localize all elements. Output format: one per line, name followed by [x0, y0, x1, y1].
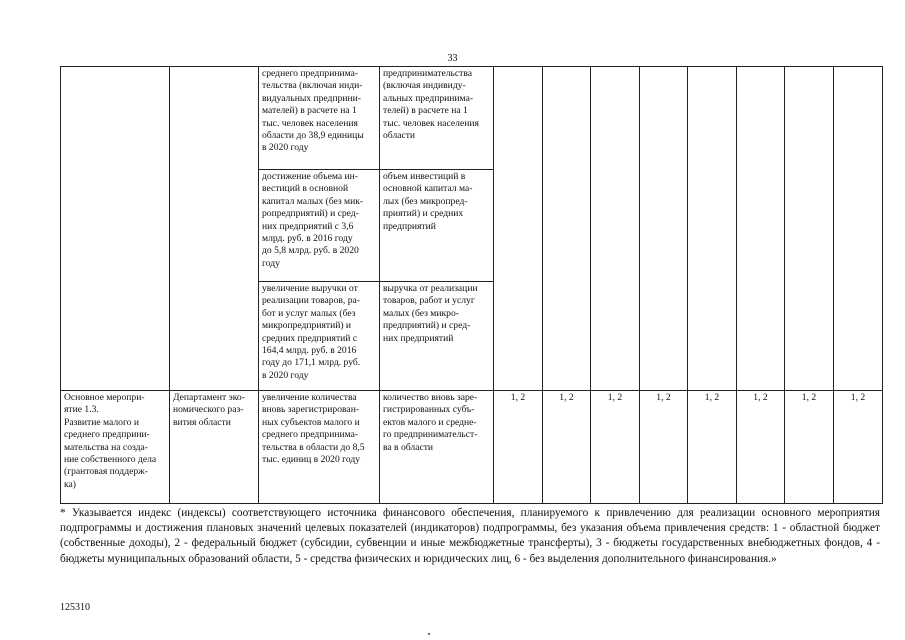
- source-code-cell-text: 1, 2: [559, 392, 574, 403]
- source-code-cell-empty: [785, 67, 834, 391]
- target-cell: [259, 67, 380, 170]
- source-code-cell: [834, 391, 883, 504]
- indicator-cell: [380, 282, 494, 391]
- source-code-cell-empty: [737, 67, 785, 391]
- measure-cell-text: Основное меропри- ятие 1.3. Развитие малого и среднего предприни- мательства на созда- ние собственного дела (грантовая поддерж- ка): [64, 392, 157, 490]
- source-code-cell: [543, 391, 591, 504]
- document-code: 125310: [60, 602, 90, 613]
- source-code-cell-text: 1, 2: [607, 392, 623, 403]
- target-cell: [259, 282, 380, 391]
- source-code-cell: [785, 391, 834, 504]
- footnote: * Указывается индекс (индексы) соответствующего источника финансового обеспечения, планируемого к привлечению для реализации основного мероприятия подпрограммы и достижения плановых значений целевых показателей (индикаторов) подпрограммы, без указания объема привлечения средств: 1 - областной бюджет (собственные доходы), 2 - федеральный бюджет (субсидии, субвенции и иные межбюджетные трансферты), 3 - бюджеты государственных внебюджетных фондов, 4 - бюджеты муниципальных образований области, 5 - средства физических и юридических лиц, 6 - без выделения дополнительного финансирования.»: [60, 507, 880, 565]
- source-code-cell: [591, 391, 640, 504]
- source-code-cell: [688, 391, 737, 504]
- measure-cell-empty: [61, 67, 170, 391]
- executor-cell-text: Департамент эко- номического раз- вития области: [173, 392, 245, 428]
- target-cell: [259, 170, 380, 282]
- scan-artifact-dot: [428, 633, 430, 635]
- table-row: [61, 67, 883, 170]
- source-code-cell: [494, 391, 543, 504]
- measure-cell: [61, 391, 170, 504]
- source-code-cell-empty: [834, 67, 883, 391]
- target-cell-text: достижение объема ин- вестиций в основной капитал малых (без мик- ропредприятий) и сред- них предприятий с 3,6 млрд. руб. в 2016 году до 5,8 млрд. руб. в 2020 году: [262, 171, 364, 269]
- source-code-cell-empty: [688, 67, 737, 391]
- source-code-cell-text: 1, 2: [656, 392, 671, 403]
- source-code-cell-text: 1, 2: [850, 392, 866, 403]
- source-code-cell-text: 1, 2: [801, 392, 817, 403]
- indicator-cell-text: количество вновь заре- гистрированных субъ- ектов малого и средне- го предпринимательст- ва в области: [383, 392, 478, 453]
- executor-cell: [170, 391, 259, 504]
- source-code-cell-text: 1, 2: [704, 392, 720, 403]
- target-cell-text: увеличение выручки от реализации товаров, ра- бот и услуг малых (без микропредприятий) и средних предприятий с 164,4 млрд. руб. в 2016 году до 171,1 млрд. руб. в 2020 году: [262, 283, 361, 381]
- source-code-cell: [737, 391, 785, 504]
- source-code-cell-empty: [543, 67, 591, 391]
- executor-cell-empty: [170, 67, 259, 391]
- indicator-cell: [380, 170, 494, 282]
- program-measures-table: [60, 66, 883, 504]
- page-number: 33: [447, 53, 458, 64]
- indicator-cell: [380, 67, 494, 170]
- indicator-cell-text: выручка от реализации товаров, работ и услуг малых (без микро- предприятий) и сред- них предприятий: [383, 283, 478, 344]
- source-code-cell-empty: [640, 67, 688, 391]
- indicator-cell-text: объем инвестиций в основной капитал ма- лых (без микропред- приятий) и средних предприятий: [383, 171, 473, 232]
- target-cell-text: среднего предпринима- тельства (включая инди- видуальных предприни- мателей) в расчете на 1 тыс. человек населения области до 38,9 единицы в 2020 году: [262, 68, 364, 154]
- source-code-cell-text: 1, 2: [753, 392, 768, 403]
- indicator-cell-text: предпринимательства (включая индивиду- альных предпринима- телей) в расчете на 1 тыс. человек населения области: [383, 68, 479, 142]
- source-code-cell-empty: [494, 67, 543, 391]
- source-code-cell-empty: [591, 67, 640, 391]
- target-cell-text: увеличение количества вновь зарегистрирован- ных субъектов малого и среднего предпринима- тельства в области до 8,5 тыс. единиц в 2020 году: [262, 392, 365, 466]
- indicator-cell: [380, 391, 494, 504]
- source-code-cell: [640, 391, 688, 504]
- target-cell: [259, 391, 380, 504]
- source-code-cell-text: 1, 2: [510, 392, 526, 403]
- table-row: [61, 391, 883, 504]
- table-body: [61, 67, 883, 504]
